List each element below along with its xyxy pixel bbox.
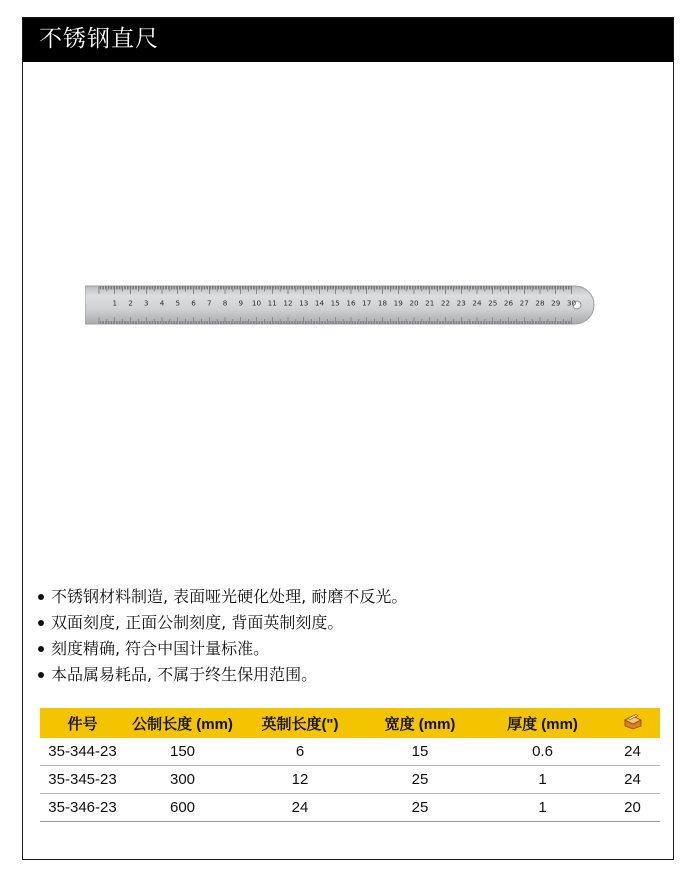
product-card xyxy=(22,17,674,860)
cell-part-no: 35-345-23 xyxy=(40,766,125,794)
cell-imperial-length: 12 xyxy=(240,766,360,794)
col-header-metric-length: 公制长度 (mm) xyxy=(125,708,240,738)
ruler-number: 17 xyxy=(362,298,372,308)
cell-package-qty: 20 xyxy=(605,794,660,822)
ruler-number: 26 xyxy=(503,298,514,308)
cell-thickness: 1 xyxy=(480,766,605,794)
feature-item: 不锈钢材料制造, 表面哑光硬化处理, 耐磨不反光。 xyxy=(35,584,655,610)
table-row xyxy=(40,766,660,794)
ruler-number: 14 xyxy=(314,298,325,308)
title-bar xyxy=(23,18,673,62)
ruler-number: 5 xyxy=(175,298,181,308)
cell-imperial-length: 24 xyxy=(240,794,360,822)
feature-item: 双面刻度, 正面公制刻度, 背面英制刻度。 xyxy=(35,610,655,636)
cell-width: 25 xyxy=(360,766,480,794)
ruler-number: 7 xyxy=(206,298,212,308)
cell-width: 15 xyxy=(360,738,480,766)
ruler-number: 10 xyxy=(251,298,262,308)
cell-part-no: 35-344-23 xyxy=(40,738,125,766)
ruler-number: 3 xyxy=(143,298,149,308)
ruler-number: 4 xyxy=(159,298,165,308)
ruler-number: 29 xyxy=(551,298,561,308)
feature-item: 刻度精确, 符合中国计量标准。 xyxy=(35,636,655,662)
ruler-number: 23 xyxy=(456,298,466,308)
cell-imperial-length: 6 xyxy=(240,738,360,766)
ruler-number: 24 xyxy=(472,298,482,308)
cell-thickness: 1 xyxy=(480,794,605,822)
ruler-number: 30 xyxy=(566,298,577,308)
col-header-package-qty xyxy=(605,708,660,738)
ruler-number: 19 xyxy=(393,298,403,308)
cell-thickness: 0.6 xyxy=(480,738,605,766)
package-box-icon xyxy=(623,712,643,730)
ruler-number: 1 xyxy=(112,298,118,308)
spec-table xyxy=(40,708,660,822)
cell-metric-length: 300 xyxy=(125,766,240,794)
ruler-number: 12 xyxy=(283,298,293,308)
cell-metric-length: 600 xyxy=(125,794,240,822)
col-header-part-no: 件号 xyxy=(40,708,125,738)
ruler-number: 27 xyxy=(519,298,529,308)
ruler-number: 6 xyxy=(191,298,196,308)
ruler-number: 21 xyxy=(425,298,435,308)
ruler-number: 25 xyxy=(488,298,498,308)
ruler-number: 13 xyxy=(299,298,309,308)
cell-metric-length: 150 xyxy=(125,738,240,766)
ruler-number: 18 xyxy=(377,298,388,308)
ruler-number: 15 xyxy=(330,298,340,308)
ruler-image xyxy=(85,283,595,327)
page-title: 不锈钢直尺 xyxy=(39,26,159,52)
feature-item: 本品属易耗品, 不属于终生保用范围。 xyxy=(35,662,655,688)
col-header-thickness: 厚度 (mm) xyxy=(480,708,605,738)
cell-part-no: 35-346-23 xyxy=(40,794,125,822)
ruler-number: 16 xyxy=(346,298,356,308)
table-row xyxy=(40,738,660,766)
col-header-imperial-length: 英制长度(") xyxy=(240,708,360,738)
ruler-number: 28 xyxy=(535,298,545,308)
cell-width: 25 xyxy=(360,794,480,822)
table-header-row xyxy=(40,708,660,738)
table-row xyxy=(40,794,660,822)
ruler-number: 8 xyxy=(222,298,228,308)
cell-package-qty: 24 xyxy=(605,738,660,766)
cell-package-qty: 24 xyxy=(605,766,660,794)
ruler-number: 11 xyxy=(267,298,277,308)
col-header-width: 宽度 (mm) xyxy=(360,708,480,738)
ruler-illustration xyxy=(85,283,595,327)
ruler-number: 2 xyxy=(128,298,133,308)
ruler-number: 22 xyxy=(440,298,451,308)
ruler-number: 9 xyxy=(238,298,244,308)
ruler-number: 20 xyxy=(409,298,419,308)
feature-list xyxy=(35,584,655,688)
